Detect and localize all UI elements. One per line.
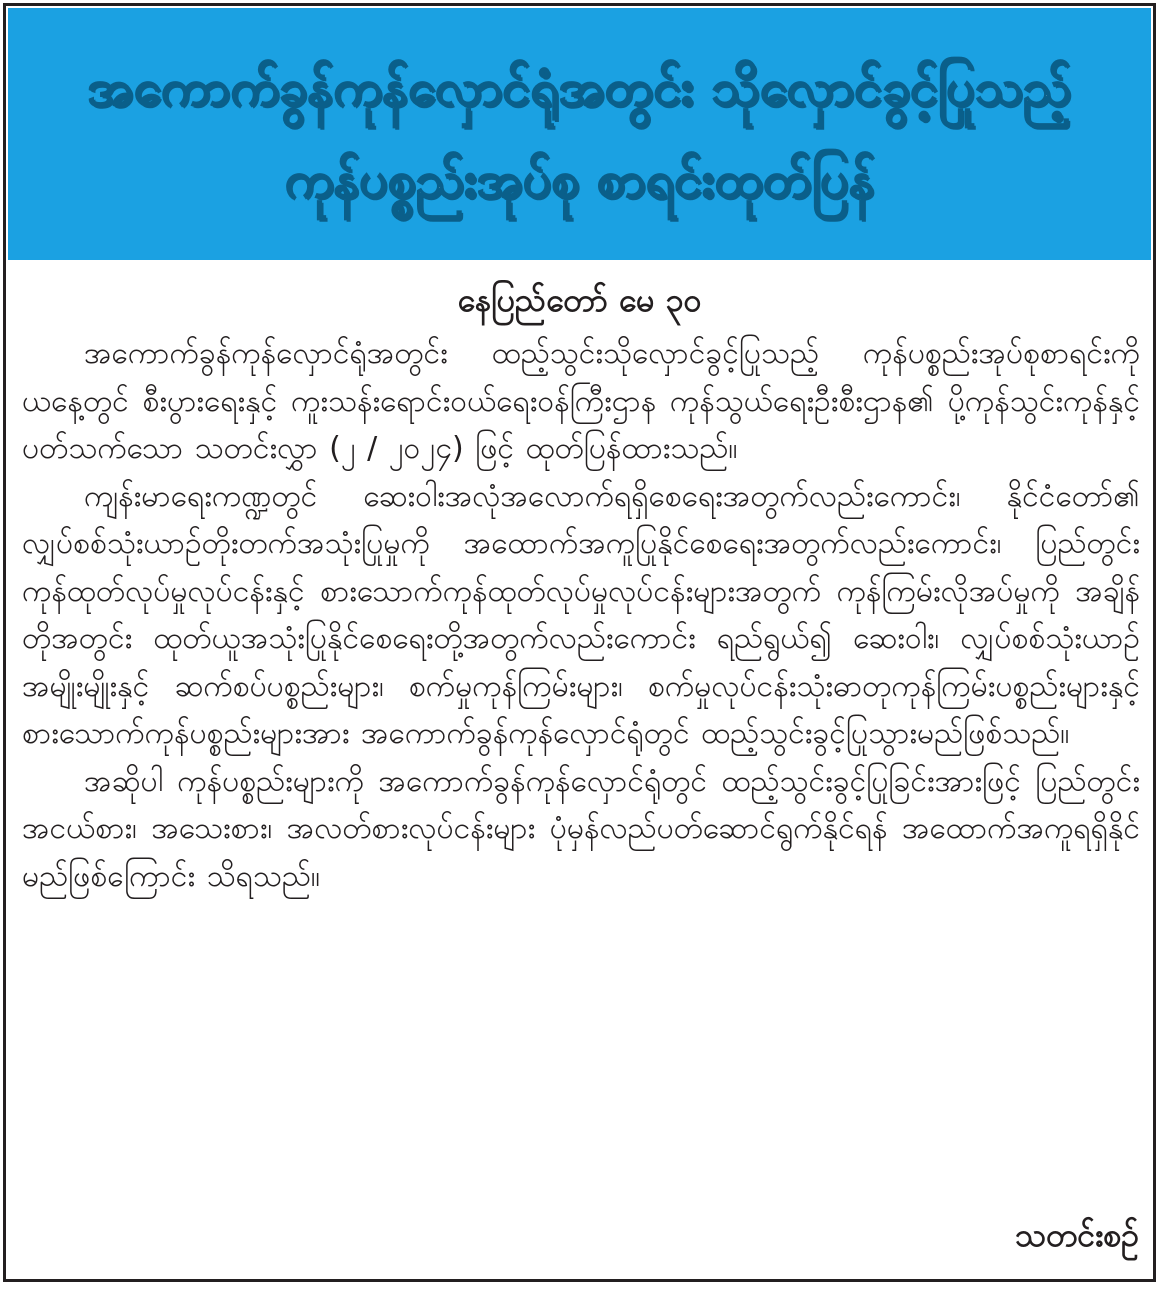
paragraph-3: အဆိုပါ ကုန်ပစ္စည်းများကို အကောက်ခွန်ကုန်လှောင်ရုံတွင် ထည့်သွင်းခွင့်ပြုခြင်းအားဖြင့် ပြည်တွင်းအငယ်စား၊ အသေးစား၊ အလတ်စားလုပ်ငန်းများ ပုံမှန်လည်ပတ်ဆောင်ရွက်နိုင်ရန် အထောက်အကူရရှိနိုင်မည်ဖြစ်ကြောင်း သိရသည်။ — [22, 763, 1140, 894]
paragraph-2: ကျန်းမာရေးကဏ္ဍတွင် ဆေးဝါးအလုံအလောက်ရရှိစေရေးအတွက်လည်းကောင်း၊ နိုင်ငံတော်၏ လျှပ်စစ်သုံးယာဉ်တိုးတက်အသုံးပြုမှုကို အထောက်အကူပြုနိုင်စေရေးအတွက်လည်းကောင်း၊ ပြည်တွင်းကုန်ထုတ်လုပ်မှုလုပ်ငန်းနှင့် စားသောက်ကုန်ထုတ်လုပ်မှုလုပ်ငန်းများအတွက် ကုန်ကြမ်းလိုအပ်မှုကို အချိန်တိုအတွင်း ထုတ်ယူအသုံးပြုနိုင်စေရေးတို့အတွက်လည်းကောင်း ရည်ရွယ်၍ ဆေးဝါး၊ လျှပ်စစ်သုံးယာဉ်အမျိုးမျိုးနှင့် ဆက်စပ်ပစ္စည်းများ၊ စက်မှုကုန်ကြမ်းများ၊ စက်မှုလုပ်ငန်းသုံးဓာတုကုန်ကြမ်းပစ္စည်းများနှင့် စားသောက်ကုန်ပစ္စည်းများအား အကောက်ခွန်ကုန်လှောင်ရုံတွင် ထည့်သွင်းခွင့်ပြုသွားမည်ဖြစ်သည်။ — [22, 478, 1140, 751]
byline: သတင်းစဉ် — [1015, 1216, 1139, 1254]
dateline: နေပြည်တော် မေ ၃၀ — [457, 281, 702, 319]
paragraph-1: အကောက်ခွန်ကုန်လှောင်ရုံအတွင်း ထည့်သွင်းသိုလှောင်ခွင့်ပြုသည့် ကုန်ပစ္စည်းအုပ်စုစာရင်းကို ယနေ့တွင် စီးပွားရေးနှင့် ကူးသန်းရောင်းဝယ်ရေးဝန်ကြီးဌာန ကုန်သွယ်ရေးဦးစီးဌာန၏ ပို့ကုန်သွင်းကုန်နှင့် ပတ်သက်သော သတင်းလွှာ (၂ / ၂၀၂၄) ဖြင့် ထုတ်ပြန်ထားသည်။ — [22, 336, 1140, 466]
headline-line-2: ကုန်ပစ္စည်းအုပ်စု စာရင်းထုတ်ပြန် — [284, 151, 875, 209]
headline-line-1: အကောက်ခွန်ကုန်လှောင်ရုံအတွင်း သိုလှောင်ခွင့်ပြုသည့် — [87, 59, 1072, 117]
headline-banner — [8, 8, 1151, 260]
article-body — [22, 330, 1140, 900]
